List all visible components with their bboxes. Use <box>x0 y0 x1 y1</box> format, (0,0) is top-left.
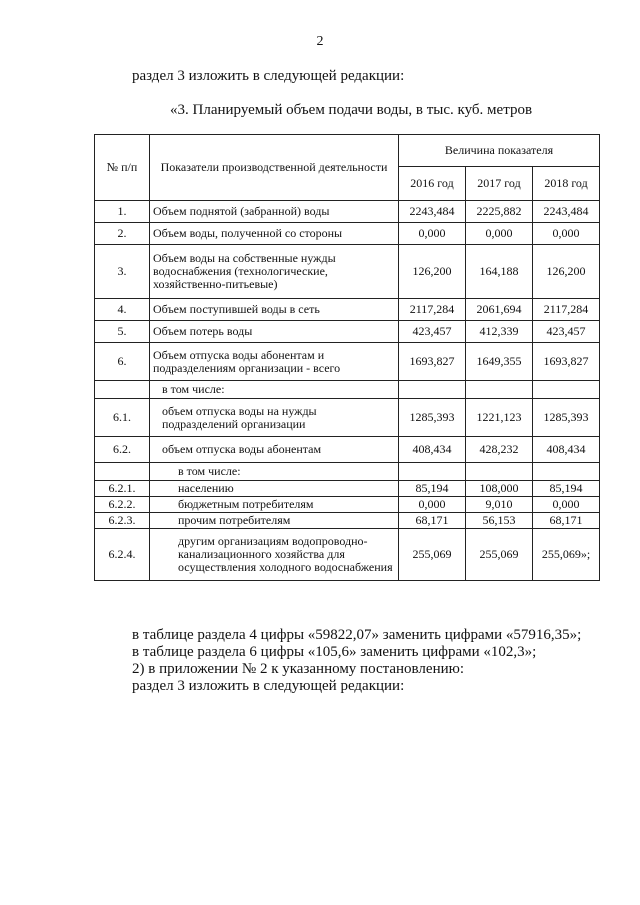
row-number: 6.2.2. <box>95 497 150 513</box>
row-value-2018: 2117,284 <box>533 299 600 321</box>
row-value-2017: 428,232 <box>466 437 533 463</box>
row-value-2017: 1221,123 <box>466 399 533 437</box>
row-indicator: в том числе: <box>150 463 399 481</box>
row-value-2018 <box>533 463 600 481</box>
row-number: 6. <box>95 343 150 381</box>
table-row <box>95 381 600 399</box>
row-number: 6.2.4. <box>95 529 150 581</box>
row-value-2016: 85,194 <box>399 481 466 497</box>
table-row <box>95 299 600 321</box>
row-indicator: Объем воды, полученной со стороны <box>150 223 399 245</box>
header-value: Величина показателя <box>399 135 600 167</box>
row-value-2016: 126,200 <box>399 245 466 299</box>
section-title: «3. Планируемый объем подачи воды, в тыс. куб. метров <box>170 102 533 118</box>
row-number <box>95 463 150 481</box>
row-value-2018 <box>533 381 600 399</box>
page-number: 2 <box>316 34 324 49</box>
table-row <box>95 245 600 299</box>
intro-text: раздел 3 изложить в следующей редакции: <box>132 68 405 84</box>
table-row <box>95 529 600 581</box>
row-indicator: Объем поступившей воды в сеть <box>150 299 399 321</box>
row-number: 3. <box>95 245 150 299</box>
row-value-2016: 1285,393 <box>399 399 466 437</box>
row-value-2017: 9,010 <box>466 497 533 513</box>
row-indicator: объем отпуска воды на нужды подразделений организации <box>150 399 399 437</box>
row-indicator: Объем воды на собственные нужды водоснабжения (технологические, хозяйственно-питьевые) <box>150 245 399 299</box>
table-row <box>95 343 600 381</box>
row-value-2016: 0,000 <box>399 497 466 513</box>
row-value-2017: 1649,355 <box>466 343 533 381</box>
row-indicator: Объем отпуска воды абонентам и подразделениям организации - всего <box>150 343 399 381</box>
row-indicator: населению <box>150 481 399 497</box>
header-num: № п/п <box>95 135 150 201</box>
row-number: 6.1. <box>95 399 150 437</box>
header-year-2017: 2017 год <box>466 167 533 201</box>
table-row <box>95 437 600 463</box>
header-year-2016: 2016 год <box>399 167 466 201</box>
table-row <box>95 223 600 245</box>
row-value-2018: 1285,393 <box>533 399 600 437</box>
row-value-2016: 0,000 <box>399 223 466 245</box>
water-supply-table <box>94 134 600 581</box>
row-value-2017 <box>466 381 533 399</box>
row-indicator: объем отпуска воды абонентам <box>150 437 399 463</box>
row-number: 6.2.1. <box>95 481 150 497</box>
after-line-4: раздел 3 изложить в следующей редакции: <box>132 678 405 694</box>
header-name: Показатели производственной деятельности <box>150 135 399 201</box>
row-value-2016: 68,171 <box>399 513 466 529</box>
table-body <box>95 201 600 581</box>
row-value-2018: 0,000 <box>533 223 600 245</box>
row-number: 1. <box>95 201 150 223</box>
row-value-2016: 2117,284 <box>399 299 466 321</box>
row-value-2017: 0,000 <box>466 223 533 245</box>
table-row <box>95 201 600 223</box>
table-row <box>95 497 600 513</box>
after-line-2: в таблице раздела 6 цифры «105,6» заменить цифрами «102,3»; <box>132 644 537 660</box>
row-value-2017 <box>466 463 533 481</box>
after-line-1: в таблице раздела 4 цифры «59822,07» заменить цифрами «57916,35»; <box>132 627 582 643</box>
row-value-2017: 56,153 <box>466 513 533 529</box>
row-value-2017: 108,000 <box>466 481 533 497</box>
row-value-2018: 0,000 <box>533 497 600 513</box>
row-indicator: другим организациям водопроводно-канализационного хозяйства для осуществления холодного водоснабжения <box>150 529 399 581</box>
header-year-2018: 2018 год <box>533 167 600 201</box>
table-row <box>95 463 600 481</box>
row-value-2016: 1693,827 <box>399 343 466 381</box>
row-value-2017: 2061,694 <box>466 299 533 321</box>
table-row <box>95 321 600 343</box>
row-value-2017: 2225,882 <box>466 201 533 223</box>
row-indicator: Объем поднятой (забранной) воды <box>150 201 399 223</box>
row-value-2017: 255,069 <box>466 529 533 581</box>
after-line-3: 2) в приложении № 2 к указанному постановлению: <box>132 661 464 677</box>
row-value-2017: 412,339 <box>466 321 533 343</box>
row-number: 6.2.3. <box>95 513 150 529</box>
table-row <box>95 399 600 437</box>
row-value-2018: 2243,484 <box>533 201 600 223</box>
row-value-2018: 85,194 <box>533 481 600 497</box>
after-text <box>132 627 581 695</box>
table-row <box>95 513 600 529</box>
row-number: 4. <box>95 299 150 321</box>
row-value-2016 <box>399 463 466 481</box>
row-value-2018: 126,200 <box>533 245 600 299</box>
row-value-2018: 423,457 <box>533 321 600 343</box>
row-number <box>95 381 150 399</box>
row-number: 2. <box>95 223 150 245</box>
row-value-2016 <box>399 381 466 399</box>
row-indicator: бюджетным потребителям <box>150 497 399 513</box>
row-value-2017: 164,188 <box>466 245 533 299</box>
row-number: 5. <box>95 321 150 343</box>
row-value-2018: 408,434 <box>533 437 600 463</box>
row-value-2016: 2243,484 <box>399 201 466 223</box>
row-value-2016: 255,069 <box>399 529 466 581</box>
row-value-2018: 1693,827 <box>533 343 600 381</box>
row-indicator: Объем потерь воды <box>150 321 399 343</box>
row-value-2018: 255,069»; <box>533 529 600 581</box>
row-value-2016: 423,457 <box>399 321 466 343</box>
table-row <box>95 481 600 497</box>
row-value-2016: 408,434 <box>399 437 466 463</box>
row-indicator: прочим потребителям <box>150 513 399 529</box>
row-value-2018: 68,171 <box>533 513 600 529</box>
row-number: 6.2. <box>95 437 150 463</box>
row-indicator: в том числе: <box>150 381 399 399</box>
